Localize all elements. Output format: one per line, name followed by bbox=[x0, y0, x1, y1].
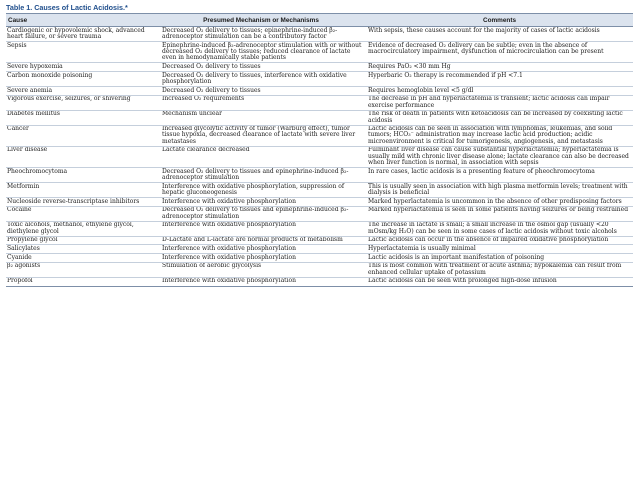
mechanism-cell: Decreased O₂ delivery to tissues bbox=[156, 86, 366, 95]
header-mechanism: Presumed Mechanism or Mechanisms bbox=[156, 14, 366, 27]
cause-cell: β₂ agonists bbox=[6, 262, 156, 277]
cause-cell: Cancer bbox=[6, 125, 156, 146]
header-cause: Cause bbox=[6, 14, 156, 27]
table-row bbox=[6, 254, 633, 263]
comments-cell: The increase in lactate is small; a small increase in the osmol gap (usually <20 mOsm/kg H₂O) can be seen in some cases of lactic acidosis without toxic alcohols bbox=[366, 221, 633, 236]
cause-cell: Propofol bbox=[6, 277, 156, 286]
table-title: Table 1. Causes of Lactic Acidosis.* bbox=[6, 3, 128, 12]
mechanism-cell: Decreased O₂ delivery to tissues; epinephrine-induced β₂-adrenoceptor stimulation can be a contributory factor bbox=[156, 27, 366, 42]
mechanism-cell: D-Lactate and L-lactate are normal products of metabolism bbox=[156, 236, 366, 245]
cause-cell: Liver disease bbox=[6, 146, 156, 167]
comments-cell: Marked hyperlactatemia is uncommon in the absence of other predisposing factors bbox=[366, 198, 633, 207]
mechanism-cell: Interference with oxidative phosphorylation bbox=[156, 221, 366, 236]
table-row bbox=[6, 71, 633, 86]
header-comments: Comments bbox=[366, 14, 633, 27]
cause-cell: Nucleoside reverse-transcriptase inhibitors bbox=[6, 198, 156, 207]
mechanism-cell: Increased O₂ requirements bbox=[156, 95, 366, 110]
comments-cell: The decrease in pH and hyperlactatemia is transient; lactic acidosis can impair exercise performance bbox=[366, 95, 633, 110]
cause-cell: Toxic alcohols, methanol, ethylene glycol, diethylene glycol bbox=[6, 221, 156, 236]
mechanism-cell: Interference with oxidative phosphorylation bbox=[156, 254, 366, 263]
table-row bbox=[6, 183, 633, 198]
table-row bbox=[6, 41, 633, 62]
comments-cell: Hyperlactatemia is usually minimal bbox=[366, 245, 633, 254]
mechanism-cell: Increased glycolytic activity of tumor (Warburg effect), tumor tissue hypoxia, decreased clearance of lactate with severe liver metastases bbox=[156, 125, 366, 146]
header-row bbox=[6, 14, 633, 27]
cause-cell: Cocaine bbox=[6, 206, 156, 221]
comments-cell: Fulminant liver disease can cause substantial hyperlactatemia; hyperlactatemia is usually mild with chronic liver disease alone; lactate clearance can also be decreased when liver function is normal, in association with sepsis bbox=[366, 146, 633, 167]
cause-cell: Carbon monoxide poisoning bbox=[6, 71, 156, 86]
lactic-acidosis-table bbox=[6, 13, 633, 287]
table-row bbox=[6, 27, 633, 42]
table-row bbox=[6, 198, 633, 207]
cause-cell: Cardiogenic or hypovolemic shock, advanced heart failure, or severe trauma bbox=[6, 27, 156, 42]
table-row bbox=[6, 221, 633, 236]
cause-cell: Salicylates bbox=[6, 245, 156, 254]
cause-cell: Pheochromocytoma bbox=[6, 168, 156, 183]
comments-cell: The risk of death in patients with ketoacidosis can be increased by coexisting lactic acidosis bbox=[366, 110, 633, 125]
table-row bbox=[6, 168, 633, 183]
comments-cell: Lactic acidosis can be seen with prolonged high-dose infusion bbox=[366, 277, 633, 286]
table-row bbox=[6, 146, 633, 167]
cause-cell: Cyanide bbox=[6, 254, 156, 263]
comments-cell: Evidence of decreased O₂ delivery can be subtle; even in the absence of macrocirculatory impairment, dysfunction of microcirculation can be present bbox=[366, 41, 633, 62]
cause-cell: Sepsis bbox=[6, 41, 156, 62]
cause-cell: Severe hypoxemia bbox=[6, 63, 156, 72]
comments-cell: In rare cases, lactic acidosis is a presenting feature of pheochromocytoma bbox=[366, 168, 633, 183]
cause-cell: Propylene glycol bbox=[6, 236, 156, 245]
mechanism-cell: Mechanism unclear bbox=[156, 110, 366, 125]
comments-cell: Hyperbaric O₂ therapy is recommended if pH <7.1 bbox=[366, 71, 633, 86]
comments-cell: Lactic acidosis can be seen in association with lymphomas, leukemias, and solid tumors; HCO₃⁻ administration may increase lactic acid production; acidic microenvironment is critical for tumorigenesis, angiogenesis, and metastasis bbox=[366, 125, 633, 146]
comments-cell: Lactic acidosis can occur in the absence of impaired oxidative phosphorylation bbox=[366, 236, 633, 245]
mechanism-cell: Interference with oxidative phosphorylation, suppression of hepatic gluconeogenesis bbox=[156, 183, 366, 198]
cause-cell: Vigorous exercise, seizures, or shivering bbox=[6, 95, 156, 110]
table-row bbox=[6, 277, 633, 286]
cause-cell: Diabetes mellitus bbox=[6, 110, 156, 125]
table-row bbox=[6, 236, 633, 245]
table-row bbox=[6, 245, 633, 254]
table-row bbox=[6, 110, 633, 125]
table-row bbox=[6, 206, 633, 221]
mechanism-cell: Lactate clearance decreased bbox=[156, 146, 366, 167]
comments-cell: Marked hyperlactatemia is seen in some patients having seizures or being restrained bbox=[366, 206, 633, 221]
mechanism-cell: Interference with oxidative phosphorylation bbox=[156, 245, 366, 254]
comments-cell: Lactic acidosis is an important manifestation of poisoning bbox=[366, 254, 633, 263]
comments-cell: This is most common with treatment of acute asthma; hypokalemia can result from enhanced cellular uptake of potassium bbox=[366, 262, 633, 277]
comments-cell: With sepsis, these causes account for the majority of cases of lactic acidosis bbox=[366, 27, 633, 42]
cause-cell: Severe anemia bbox=[6, 86, 156, 95]
comments-cell: This is usually seen in association with high plasma metformin levels; treatment with dialysis is beneficial bbox=[366, 183, 633, 198]
cause-cell: Metformin bbox=[6, 183, 156, 198]
table-row bbox=[6, 125, 633, 146]
mechanism-cell: Decreased O₂ delivery to tissues, interference with oxidative phosphorylation bbox=[156, 71, 366, 86]
table-body bbox=[6, 27, 633, 287]
mechanism-cell: Stimulation of aerobic glycolysis bbox=[156, 262, 366, 277]
mechanism-cell: Interference with oxidative phosphorylation bbox=[156, 198, 366, 207]
comments-cell: Requires PaO₂ <30 mm Hg bbox=[366, 63, 633, 72]
table-row bbox=[6, 262, 633, 277]
table-row bbox=[6, 86, 633, 95]
table-row bbox=[6, 95, 633, 110]
mechanism-cell: Interference with oxidative phosphorylation bbox=[156, 277, 366, 286]
mechanism-cell: Decreased O₂ delivery to tissues bbox=[156, 63, 366, 72]
mechanism-cell: Decreased O₂ delivery to tissues and epinephrine-induced β₂-adrenoceptor stimulation bbox=[156, 206, 366, 221]
table-row bbox=[6, 63, 633, 72]
mechanism-cell: Epinephrine-induced β₂-adrenoceptor stimulation with or without decreased O₂ delivery to tissues; reduced clearance of lactate even in hemodynamically stable patients bbox=[156, 41, 366, 62]
comments-cell: Requires hemoglobin level <5 g/dl bbox=[366, 86, 633, 95]
mechanism-cell: Decreased O₂ delivery to tissues and epinephrine-induced β₂-adrenoceptor stimulation bbox=[156, 168, 366, 183]
